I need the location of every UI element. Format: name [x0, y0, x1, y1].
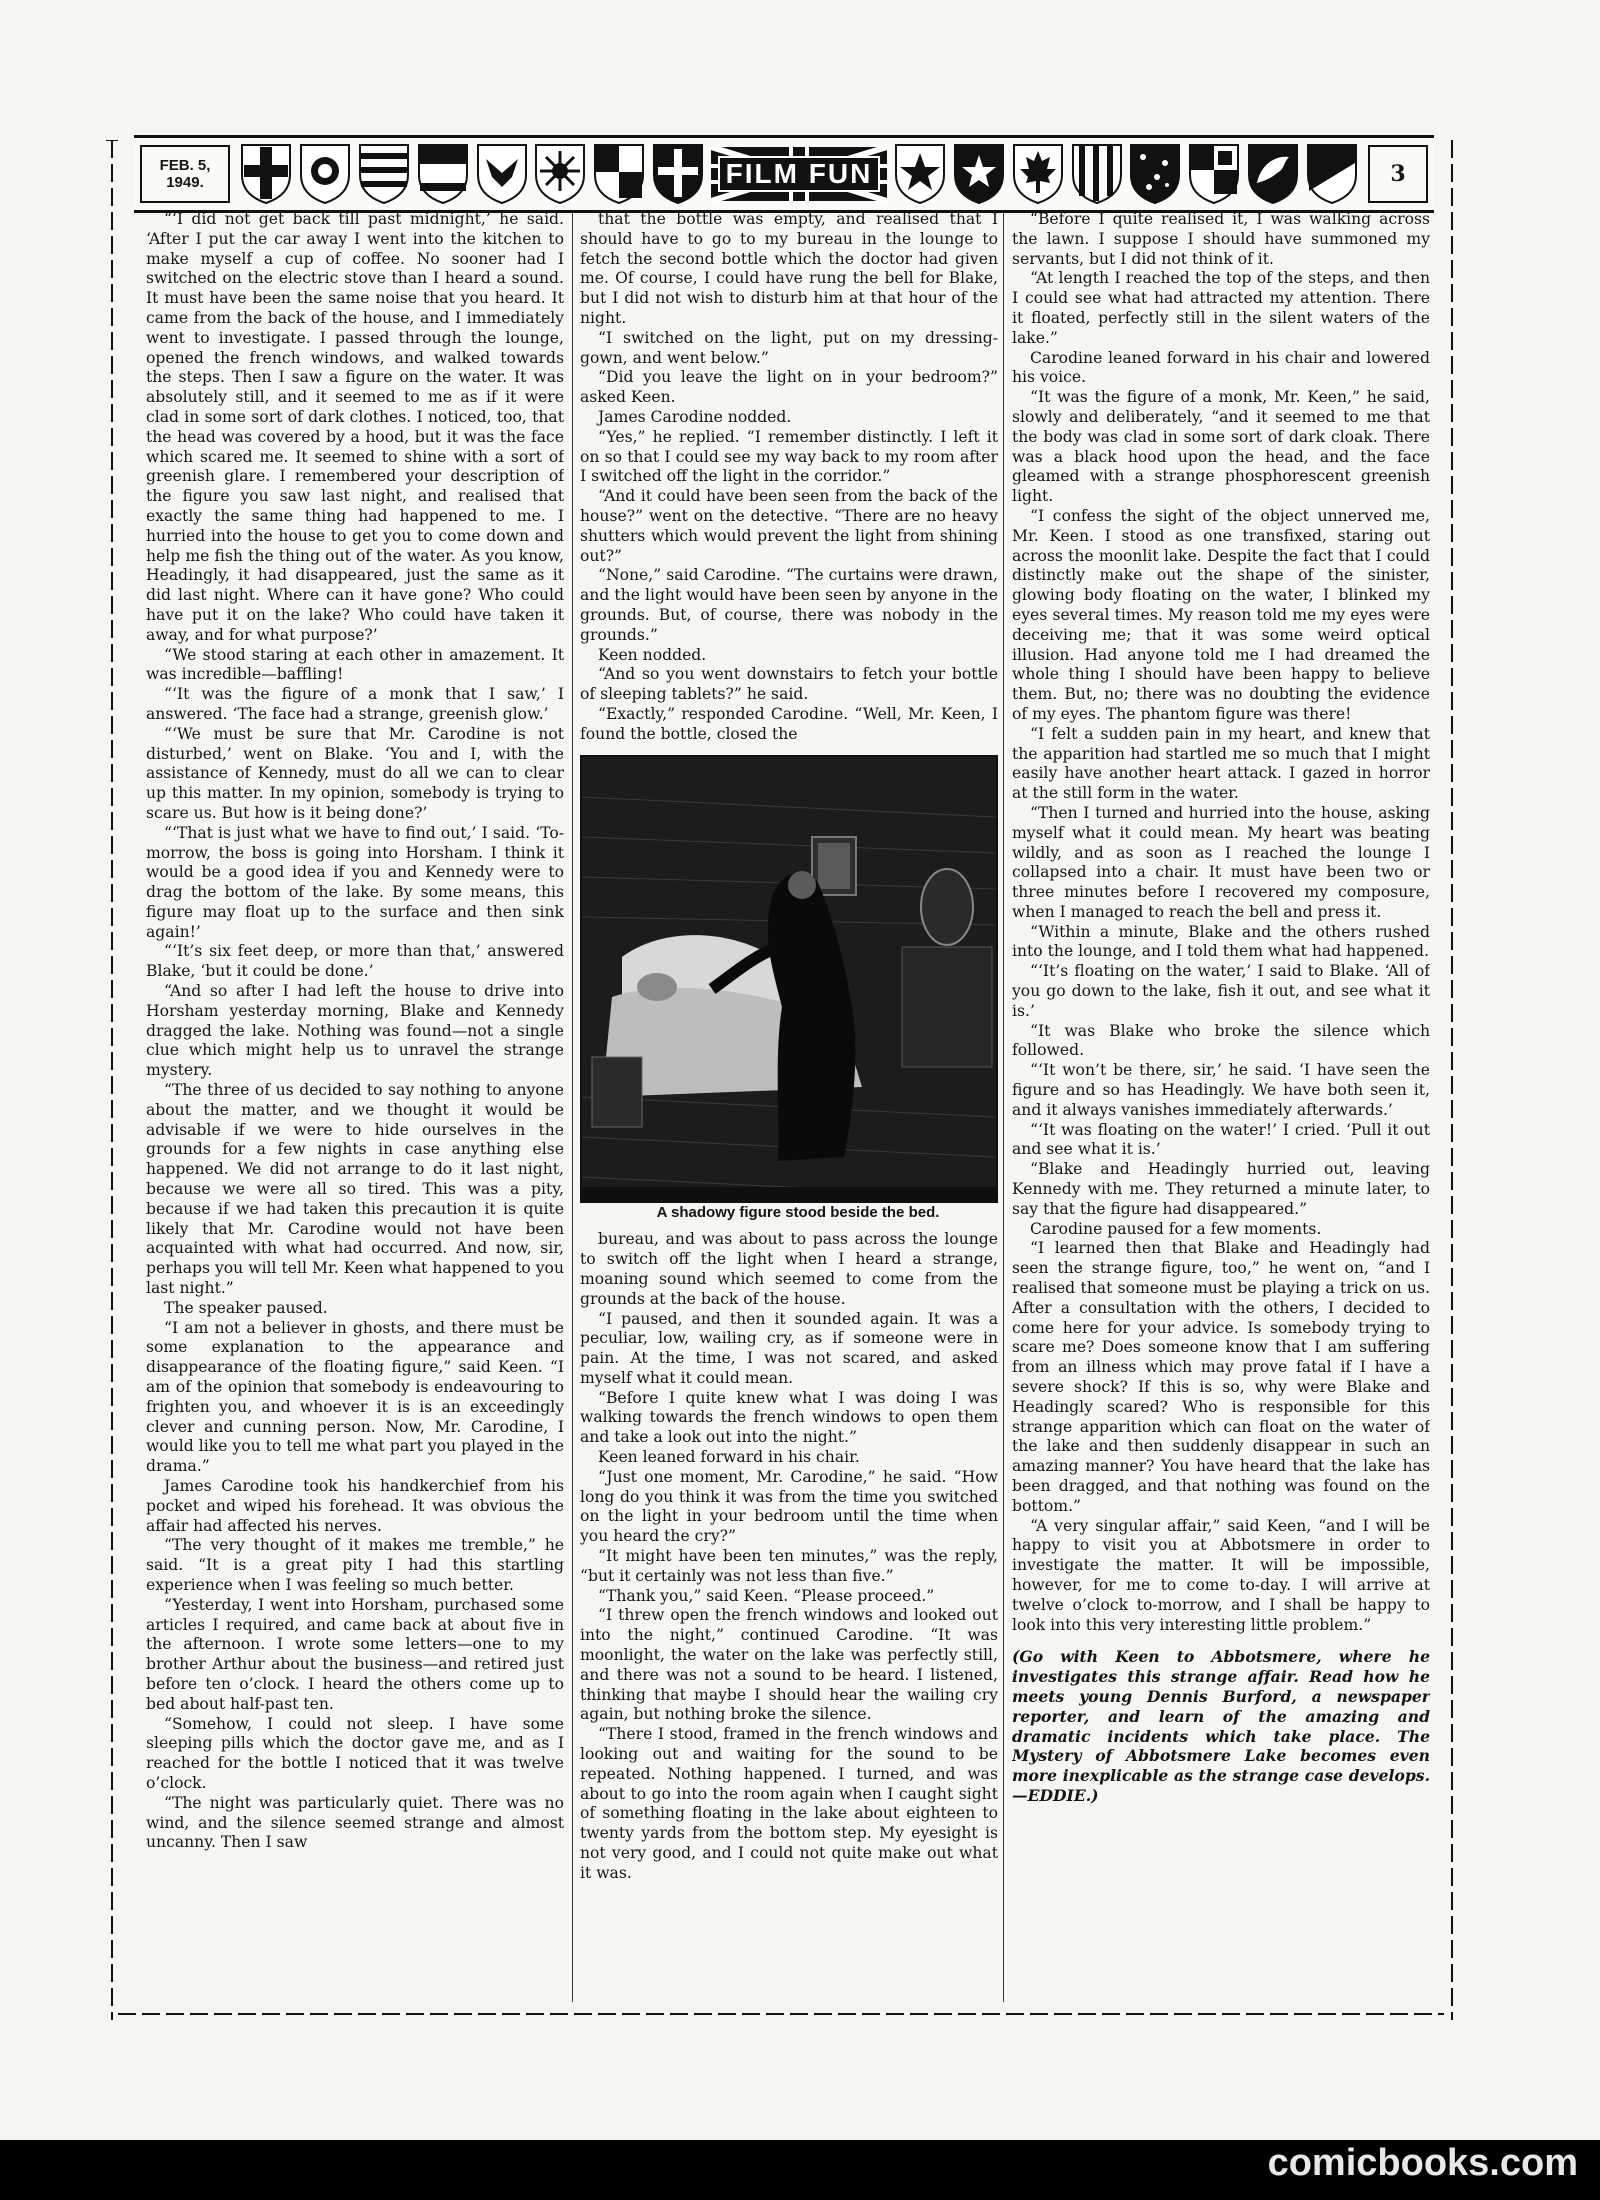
flag-shield-row	[230, 143, 1368, 205]
issue-date	[140, 145, 230, 203]
article-column-1	[146, 210, 564, 2000]
dragon-shield-icon	[1247, 143, 1299, 205]
bottom-decorative-border	[118, 2004, 1444, 2024]
paragraph: “I threw open the french windows and looked out into the night,” continued Carodine. “It was moonlight, the water on the lake was perfectly still, and there was not a sound to be heard. I listened, thinking that maybe I should hear the wailing cry again, but nothing broke the silence.	[580, 1606, 998, 1724]
quartered-shield-icon	[1188, 143, 1240, 205]
masthead	[134, 135, 1434, 213]
paragraph: “Before I quite realised it, I was walking across the lawn. I suppose I should have summoned my servants, but I did not think of it.	[1012, 210, 1430, 268]
paragraph: “The night was particularly quiet. There was no wind, and the silence seemed strange and almost uncanny. Then I saw	[146, 1793, 564, 1852]
paragraph: James Carodine took his handkerchief from his pocket and wiped his forehead. It was obvious the affair had affected his nerves.	[146, 1477, 564, 1535]
bedroom-scene-illustration	[580, 755, 998, 1203]
paragraph: “Thank you,” said Keen. “Please proceed.”	[598, 1586, 935, 1605]
paragraph: “A very singular affair,” said Keen, “and I will be happy to visit you at Abbotsmere in order to investigate the matter. It will be impossible, however, for me to come to-day. I will arrive at twelve o’clock to-morrow, and I shall be happy to look into this very interesting little problem.”	[1012, 1516, 1430, 1634]
paragraph: “‘It’s six feet deep, or more than that,’ answered Blake, ‘but it could be done.’	[146, 942, 564, 981]
paragraph: Carodine leaned forward in his chair and lowered his voice.	[1012, 348, 1430, 387]
paragraph: “‘It was floating on the water!’ I cried. ‘Pull it out and see what it is.’	[1012, 1120, 1430, 1159]
paragraph: “I am not a believer in ghosts, and there must be some explanation to the appearance and disappearance of the floating figure,” said Keen. “I am of the opinion that somebody is endeavouring to frighten you, and whoever it is is an exceedingly clever and cunning person. Now, Mr. Carodine, I would like you to tell me what part you played in the drama.”	[146, 1318, 564, 1476]
paragraph: “There I stood, framed in the french windows and looking out and waiting for the sound to be repeated. Nothing happened. I turned, and was about to go into the room again when I caught sight of something floating in the lake about eighteen to twenty yards from the bottom step. My eyesight is not very good, and I could not quite make out what it was.	[580, 1725, 998, 1882]
banded-shield-icon	[417, 143, 469, 205]
paragraph: bureau, and was about to pass across the lounge to switch off the light when I heard a strange, moaning sound which seemed to come from the grounds at the back of the house.	[580, 1230, 998, 1308]
paragraph: “‘That is just what we have to find out,’ I said. ‘To-morrow, the boss is going into Horsham. I think it would be a good idea if you and Kennedy were to drag the bottom of the lake. By some means, this figure may float up to the surface and then sink again!’	[146, 823, 564, 941]
paragraph: “I learned then that Blake and Headingly had seen the strange figure, too,” he went on, “and I realised that someone must be playing a trick on us. After a consultation with the others, I decided to come here for your advice. Is somebody trying to scare me? Does someone know that I am suffering from an illness which may prove fatal if I have a severe shock? If this is so, why were Blake and Headingly scared? Who is responsible for this strange apparition which can float on the water of the lake and then suddenly disappear in such an amazing manner? You have heard that the lake has been dragged, and that nothing was found on the bottom.”	[1012, 1239, 1430, 1515]
paragraph: “And so after I had left the house to drive into Horsham yesterday morning, Blake and Kennedy dragged the lake. Nothing was found—not a single clue which might help us to unravel the strange mystery.	[146, 982, 564, 1080]
page-number: 3	[1368, 145, 1428, 203]
issue-date-line1: FEB. 5,	[159, 157, 211, 174]
paragraph: that the bottle was empty, and realised that I should have to go to my bureau in the lounge to fetch the second bottle which the doctor had given me. Of course, I could have rung the bell for Blake, but I did not wish to disturb him at that hour of the night.	[580, 210, 998, 327]
paragraph: “I switched on the light, put on my dressing-gown, and went below.”	[580, 328, 998, 367]
article-column-2	[580, 210, 998, 2000]
watermark: comicbooks.com	[1267, 2142, 1578, 2184]
paragraph: “The three of us decided to say nothing to anyone about the matter, and we thought it would be advisable if we were to hide ourselves in the grounds for a few nights in case anything else happened. We did not arrange to do it last night, because we were all so tired. This was a pity, because if we had taken this precaution it is quite likely that Mr. Carodine would not have been acquainted with what had occurred. And now, sir, perhaps you will tell Mr. Keen what happened to you last night.”	[146, 1081, 564, 1298]
paragraph: “It was the figure of a monk, Mr. Keen,” he said, slowly and deliberately, “and it seemed to me that the body was clad in some sort of dark cloak. There was a black hood upon the head, and the face gleamed with a strange phosphorescent greenish light.	[1012, 388, 1430, 506]
paragraph: “None,” said Carodine. “The curtains were drawn, and the light would have been seen by anyone in the grounds. But, of course, there was nobody in the grounds.”	[580, 566, 998, 644]
paragraph: Keen nodded.	[598, 645, 707, 664]
maple-leaf-shield-icon	[1012, 143, 1064, 205]
star-shield-2-icon	[953, 143, 1005, 205]
film-fun-logo	[711, 147, 887, 201]
paragraph: “Blake and Headingly hurried out, leaving Kennedy with me. They returned a minute later, to say that the figure had disappeared.”	[1012, 1160, 1430, 1218]
article-column-3	[1012, 210, 1430, 2000]
cross-shield-2-icon	[652, 143, 704, 205]
issue-date-line2: 1949.	[166, 174, 204, 191]
southern-cross-shield-icon	[1129, 143, 1181, 205]
paragraph: “Just one moment, Mr. Carodine,” he said. “How long do you think it was from the time you switched on the light in your bedroom until the time when you heard the cry?”	[580, 1467, 998, 1546]
eagle-shield-icon	[476, 143, 528, 205]
checkered-shield-icon	[593, 143, 645, 205]
illustration-caption: A shadowy figure stood beside the bed.	[656, 1203, 940, 1221]
sun-shield-icon	[534, 143, 586, 205]
paragraph: “At length I reached the top of the steps, and then I could see what had attracted my attention. There it floated, perfectly still in the silent waters of the lake.”	[1012, 269, 1430, 347]
paragraph: James Carodine nodded.	[598, 407, 792, 426]
paragraph: “‘It won’t be there, sir,’ he said. ‘I have seen the figure and so has Headingly. We have both seen it, and it always vanishes immediately afterwards.’	[1012, 1061, 1430, 1119]
paragraph: “Within a minute, Blake and the others rushed into the lounge, and I told them what had happened.	[1012, 922, 1430, 961]
paragraph: “‘I did not get back till past midnight,’ he said. ‘After I put the car away I went into the kitchen to make myself a cup of coffee. No sooner had I switched on the electric stove than I heard a sound. It must have been the same noise that you heard. It came from the back of the house, and I immediately went to investigate. I passed through the lounge, opened the french windows, and walked towards the steps. Then I saw a figure on the water. It was absolutely still, and it seemed to me as if it were clad in some sort of dark clothes. I noticed, too, that the head was covered by a hood, but it was the face which scared me. It seemed to shine with a sort of greenish glare. I remembered your description of the figure you saw last night, and realised that exactly the same thing had happened to me. I hurried into the house to get you to come down and help me fish the thing out of the water. As you know, Headingly, it had disappeared, just the same as it did last night. Where can it have gone? Who could have put it on the lake? Who could have taken it away, and for what purpose?’	[146, 210, 564, 644]
striped-shield-icon	[358, 143, 410, 205]
column-rule-2	[1003, 212, 1004, 2002]
paragraph: “Did you leave the light on in your bedroom?” asked Keen.	[580, 368, 998, 407]
paragraph: “The very thought of it makes me tremble,” he said. “It is a great pity I had this startling experience when I was feeling so much better.	[146, 1536, 564, 1594]
paragraph: “‘We must be sure that Mr. Carodine is not disturbed,’ went on Blake. ‘You and I, with the assistance of Kennedy, must do all we can to clear up this matter. In my opinion, somebody is trying to scare us. But how is it being done?’	[146, 724, 564, 822]
paragraph: “I paused, and then it sounded again. It was a peculiar, low, wailing cry, as if someone were in pain. At the time, I was not scared, and asked myself what it could mean.	[580, 1309, 998, 1387]
paragraph: “Before I quite knew what I was doing I was walking towards the french windows to open them and take a look out into the night.”	[580, 1388, 998, 1447]
paragraph: “We stood staring at each other in amazement. It was incredible—baffling!	[146, 645, 564, 684]
paragraph: “‘It’s floating on the water,’ I said to Blake. ‘All of you go down to the lake, fish it out, and see what it is.’	[1012, 962, 1430, 1020]
column-rule-1	[572, 212, 573, 2002]
paragraph: “I confess the sight of the object unnerved me, Mr. Keen. I stood as one transfixed, staring out across the moonlit lake. Despite the fact that I could distinctly make out the shape of the sinister, glowing body floating on the water, I blinked my eyes several times. My reason told me my eyes were deceiving me; that it was some weird optical illusion. Had anyone told me I had dreamed the whole thing I should have been happy to believe them. But, no; there was no doubting the evidence of my eyes. The phantom figure was there!	[1012, 506, 1430, 723]
paragraph: “Yesterday, I went into Horsham, purchased some articles I required, and came back at about five in the afternoon. I wrote some letters—one to my brother Arthur about the business—and retired just before ten o’clock. I heard the others come up to bed about half-past ten.	[146, 1595, 564, 1713]
paragraph: “Somehow, I could not sleep. I have some sleeping pills which the doctor gave me, and as I reached for the bottle I noticed that it was twelve o’clock.	[146, 1714, 564, 1792]
paragraph: “And so you went downstairs to fetch your bottle of sleeping tablets?” he said.	[580, 665, 998, 704]
paragraph: “It might have been ten minutes,” was the reply, “but it certainly was not less than five.”	[580, 1547, 998, 1585]
cross-shield-icon	[240, 143, 292, 205]
paragraph: “Yes,” he replied. “I remember distinctly. I left it on so that I could see my way back to my room after I switched off the light in the corridor.”	[580, 427, 998, 486]
star-shield-icon	[894, 143, 946, 205]
paragraph: “Then I turned and hurried into the house, asking myself what it could mean. My heart was beating wildly, and as soon as I reached the lounge I collapsed into a chair. It must have been two or three minutes before I recovered my composure, when I managed to reach the bell and press it.	[1012, 803, 1430, 921]
paragraph: Carodine paused for a few moments.	[1030, 1219, 1322, 1238]
left-decorative-border	[104, 140, 120, 2020]
paragraph: The speaker paused.	[164, 1298, 328, 1317]
story-illustration	[580, 755, 998, 1223]
next-episode-note: (Go with Keen to Abbotsmere, where he investigates this strange affair. Read how he meets young Dennis Burford, a newspaper reporter, and learn of the amazing and dramatic incidents which take place. The Mystery of Abbotsmere Lake becomes even more inexplicable as the strange case develops.—EDDIE.)	[1012, 1647, 1430, 1805]
paragraph: “Exactly,” responded Carodine. “Well, Mr. Keen, I found the bottle, closed the	[580, 704, 998, 743]
paragraph: “It was Blake who broke the silence which followed.	[1012, 1021, 1430, 1060]
logo-text: FILM FUN	[718, 156, 881, 192]
roundel-shield-icon	[299, 143, 351, 205]
right-decorative-border	[1444, 140, 1460, 2020]
vertical-stripe-shield-icon	[1071, 143, 1123, 205]
paragraph: “And it could have been seen from the back of the house?” went on the detective. “There are no heavy shutters which would prevent the light from shining out?”	[580, 487, 998, 565]
paragraph: Keen leaned forward in his chair.	[598, 1448, 860, 1467]
diagonal-shield-icon	[1306, 143, 1358, 205]
paragraph: “I felt a sudden pain in my heart, and knew that the apparition had startled me so much that I might easily have another heart attack. I gazed in horror at the still form in the water.	[1012, 724, 1430, 803]
paragraph: “‘It was the figure of a monk that I saw,’ I answered. ‘The face had a strange, greenish glow.’	[146, 685, 564, 723]
